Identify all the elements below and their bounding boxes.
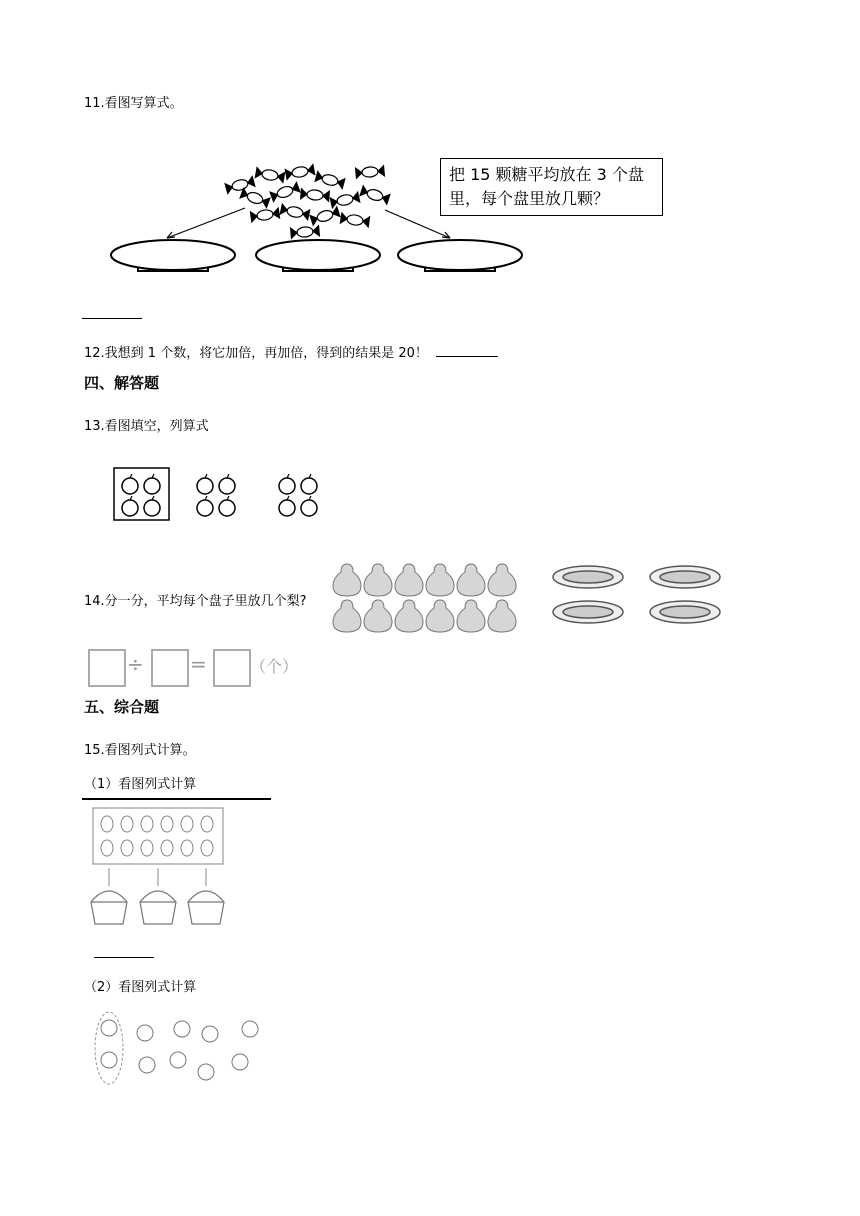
equals-sign: = (190, 652, 207, 676)
q11-callout-box (440, 158, 663, 216)
q15-prompt: 15.看图列式计算。 (84, 743, 196, 758)
q11-answer-blank[interactable] (82, 306, 142, 319)
q11-prompt: 11.看图写算式。 (84, 96, 183, 111)
apples-grouped-illustration (90, 1010, 265, 1088)
q14-prompt: 14.分一分，平均每个盘子里放几个梨? (84, 594, 307, 609)
section-five-title: 五、综合题 (84, 698, 160, 716)
dividend-box[interactable] (88, 649, 126, 687)
q12-prompt (84, 342, 498, 361)
q12-text: 12.我想到 1 个数，将它加倍，再加倍，得到的结果是 20！ (84, 346, 428, 361)
q15-part1-rule (82, 798, 271, 800)
q13-apples-figure (113, 467, 333, 523)
quotient-box[interactable] (213, 649, 251, 687)
q15-part2-label: （2）看图列式计算 (84, 980, 197, 995)
q14-plates-figure (552, 562, 722, 632)
q14-pears-figure (333, 560, 523, 635)
apple-groups-illustration (113, 467, 333, 523)
section-four-title: 四、解答题 (84, 374, 160, 392)
q15-eggplant-baskets-figure (85, 806, 235, 936)
q12-answer-blank[interactable] (436, 344, 498, 357)
q15-part1-label: （1）看图列式计算 (84, 777, 197, 792)
callout-line-2: 里，每个盘里放几颗？ (449, 189, 610, 208)
q15-apples-figure (90, 1010, 265, 1088)
divide-sign: ÷ (127, 652, 144, 676)
callout-line-1: 把 15 颗糖平均放在 3 个盘 (449, 165, 644, 184)
eggplants-baskets-illustration (85, 806, 235, 936)
q15-part1-answer-blank[interactable] (94, 945, 154, 958)
unit-label: （个） (250, 657, 299, 676)
bowls-illustration (552, 562, 722, 632)
pears-illustration (333, 560, 523, 635)
divisor-box[interactable] (151, 649, 189, 687)
q13-prompt: 13.看图填空，列算式 (84, 419, 209, 434)
